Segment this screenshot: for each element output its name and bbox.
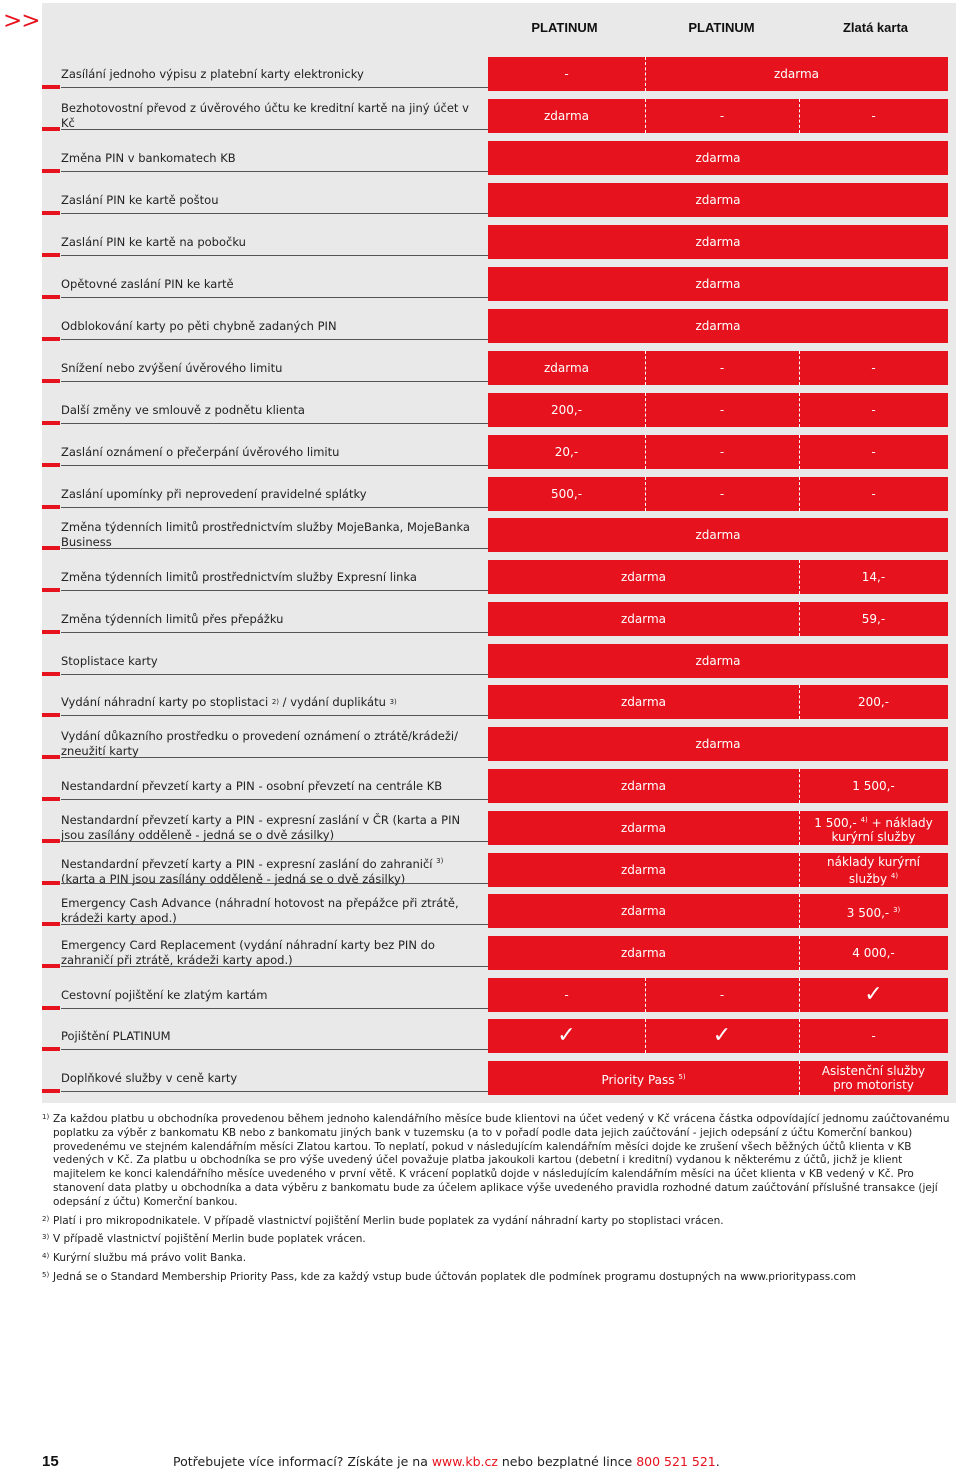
table-row <box>42 99 952 133</box>
label-text: Nestandardní převzetí karty a PIN - expresní zaslání do zahraničí <box>61 856 433 871</box>
value-cell: zdarma <box>695 277 741 291</box>
value-cell: zdarma <box>620 904 667 918</box>
row-marker <box>42 546 60 550</box>
value-cell: zdarma <box>695 193 741 207</box>
row-label: Zasílání jednoho výpisu z platební karty elektronicky <box>61 66 364 81</box>
row-marker <box>42 713 60 717</box>
nav-arrows[interactable]: >> <box>3 8 40 34</box>
row-rule <box>61 171 489 172</box>
row-marker <box>42 630 60 634</box>
table-row <box>42 936 952 970</box>
footnote-ref: 5) <box>678 1072 686 1081</box>
footnote <box>42 1252 952 1266</box>
row-values <box>488 1019 948 1053</box>
row-label: Cestovní pojištění ke zlatým kartám <box>61 987 268 1002</box>
footnote <box>42 1113 952 1210</box>
value-text: + náklady kurýrní služby <box>831 815 933 844</box>
footnote-ref: 2) <box>271 697 280 706</box>
row-rule <box>61 924 489 925</box>
phone-number[interactable]: 800 521 521 <box>636 1454 716 1469</box>
value-cell: - <box>564 67 569 81</box>
value-cell: 59,- <box>861 612 886 626</box>
row-values <box>488 853 948 887</box>
row-rule <box>61 715 489 716</box>
row-marker <box>42 169 60 173</box>
row-label: Zaslání PIN ke kartě na pobočku <box>61 234 246 249</box>
row-rule <box>61 339 489 340</box>
row-values <box>488 183 948 217</box>
value-cell <box>799 894 948 928</box>
row-values <box>488 393 948 427</box>
footnote-text: Kurýrní službu má právo volit Banka. <box>53 1252 247 1265</box>
row-values <box>488 560 948 594</box>
footnote-text: V případě vlastnictví pojištění Merlin bude poplatek vrácen. <box>53 1233 366 1246</box>
footnote-ref: 3) <box>893 905 901 914</box>
label-text: / vydání duplikátu <box>279 694 390 709</box>
value-cell: zdarma <box>773 67 820 81</box>
value-cell: 1 500,- <box>852 779 895 793</box>
value-cell: zdarma <box>620 863 667 877</box>
table-header <box>488 20 948 40</box>
row-values <box>488 727 948 761</box>
row-label: Doplňkové služby v ceně karty <box>61 1070 238 1085</box>
row-marker <box>42 588 60 592</box>
row-label: Zaslání PIN ke kartě poštou <box>61 192 219 207</box>
footnote-ref: 4) <box>860 815 868 824</box>
footnote-ref: 4) <box>890 871 899 880</box>
row-values <box>488 811 948 845</box>
row-marker <box>42 922 60 926</box>
footnote-number: 2) <box>42 1214 50 1223</box>
checkmark-icon: ✓ <box>557 1023 576 1048</box>
row-label: Emergency Card Replacement (vydání náhradní karty bez PIN do zahraničí při ztrátě, krádeži karty apod.) <box>61 938 435 967</box>
row-label <box>61 853 481 887</box>
footnote-text: Platí i pro mikropodnikatele. V případě vlastnictví pojištění Merlin bude poplatek za vydání náhradní karty po stoplistaci vrácen. <box>53 1214 724 1227</box>
row-rule <box>61 507 489 508</box>
row-values <box>488 351 948 385</box>
value-text: 3 500,- <box>846 905 894 920</box>
table-row <box>42 351 952 385</box>
row-marker <box>42 211 60 215</box>
value-cell: 20,- <box>554 445 579 459</box>
header-platinum-1: PLATINUM <box>531 20 598 35</box>
row-rule <box>61 799 489 800</box>
row-rule <box>61 632 489 633</box>
table-row <box>42 309 952 343</box>
contact-text: Potřebujete více informací? Získáte je na <box>173 1454 432 1469</box>
contact-text: nebo bezplatné lince <box>497 1454 637 1469</box>
row-values <box>488 894 948 928</box>
value-cell: 200,- <box>857 695 890 709</box>
value-cell: - <box>719 487 725 501</box>
value-text: 1 500,- <box>814 815 861 830</box>
footnote-number: 5) <box>42 1270 50 1279</box>
row-label: Zaslání oznámení o přečerpání úvěrového limitu <box>61 444 340 459</box>
row-values <box>488 141 948 175</box>
row-marker <box>42 505 60 509</box>
row-marker <box>42 797 60 801</box>
label-text: Vydání náhradní karty po stoplistaci <box>61 694 269 709</box>
table-row <box>42 518 952 552</box>
footnote-ref: 3) <box>436 856 444 865</box>
row-marker <box>42 421 60 425</box>
row-values <box>488 602 948 636</box>
row-marker <box>42 672 60 676</box>
row-label: Další změny ve smlouvě z podnětu klienta <box>61 402 305 417</box>
table-row <box>42 477 952 511</box>
row-marker <box>42 379 60 383</box>
row-rule <box>61 883 489 884</box>
row-rule <box>61 213 489 214</box>
footnote-ref: 3) <box>389 697 397 706</box>
value-cell: - <box>871 361 876 375</box>
value-cell: zdarma <box>695 528 741 542</box>
row-label: Změna týdenních limitů prostřednictvím služby Expresní linka <box>61 569 417 584</box>
table-row <box>42 225 952 259</box>
row-values <box>488 978 948 1012</box>
row-rule <box>61 1049 489 1050</box>
page-number: 15 <box>42 1453 59 1470</box>
row-rule <box>61 590 489 591</box>
footnote <box>42 1215 952 1229</box>
value-cell: - <box>564 988 569 1002</box>
value-cell: - <box>871 445 876 459</box>
table-row <box>42 769 952 803</box>
row-label: Nestandardní převzetí karty a PIN - expresní zaslání v ČR (karta a PIN jsou zasílány odděleně - jedná se o dvě zásilky) <box>61 813 461 842</box>
row-values <box>488 518 948 552</box>
row-values <box>488 57 948 91</box>
row-rule <box>61 1091 489 1092</box>
row-marker <box>42 127 60 131</box>
table-row <box>42 393 952 427</box>
footnote-number: 1) <box>42 1113 50 1121</box>
row-values <box>488 435 948 469</box>
table-row <box>42 141 952 175</box>
row-marker <box>42 755 60 759</box>
row-rule <box>61 129 489 130</box>
value-cell: zdarma <box>620 779 667 793</box>
header-platinum-2: PLATINUM <box>688 20 755 35</box>
header-gold-card: Zlatá karta <box>842 20 909 35</box>
row-marker <box>42 463 60 467</box>
row-label: Snížení nebo zvýšení úvěrového limitu <box>61 360 283 375</box>
table-row <box>42 57 952 91</box>
row-marker <box>42 881 60 885</box>
row-label <box>61 685 481 719</box>
row-rule <box>61 255 489 256</box>
value-cell <box>799 811 948 845</box>
table-row <box>42 727 952 761</box>
row-label: Pojištění PLATINUM <box>61 1028 171 1043</box>
footnote-text: Jedná se o Standard Membership Priority Pass, kde za každý vstup bude účtován poplatek dle podmínek programu dostupných na www.prioritypass.com <box>53 1270 856 1283</box>
value-cell: 200,- <box>550 403 583 417</box>
row-marker <box>42 1047 60 1051</box>
value-cell: zdarma <box>620 821 667 835</box>
row-marker <box>42 839 60 843</box>
value-cell: zdarma <box>695 654 741 668</box>
website-link[interactable]: www.kb.cz <box>431 1454 498 1469</box>
row-rule <box>61 757 489 758</box>
table-row <box>42 602 952 636</box>
row-values <box>488 685 948 719</box>
value-cell: zdarma <box>620 946 667 960</box>
value-cell: - <box>871 403 876 417</box>
value-cell: zdarma <box>695 151 741 165</box>
value-cell: - <box>719 361 725 375</box>
row-marker <box>42 964 60 968</box>
row-rule <box>61 548 489 549</box>
row-label: Změna PIN v bankomatech KB <box>61 150 236 165</box>
table-row <box>42 811 952 845</box>
table-row <box>42 560 952 594</box>
row-label: Emergency Cash Advance (náhradní hotovost na přepážce při ztrátě, krádeži karty apod.) <box>61 896 459 925</box>
footnote <box>42 1271 952 1285</box>
checkmark-icon: ✓ <box>864 982 883 1007</box>
value-cell: zdarma <box>620 570 667 584</box>
value-cell: - <box>871 1029 876 1043</box>
value-cell: 500,- <box>550 487 583 501</box>
row-label: Změna týdenních limitů prostřednictvím služby MojeBanka, MojeBanka Business <box>61 520 470 549</box>
value-cell: zdarma <box>620 612 667 626</box>
value-text: náklady kurýrní služby <box>827 854 924 886</box>
value-cell <box>488 1061 799 1095</box>
value-cell: - <box>719 403 725 417</box>
value-cell: zdarma <box>620 695 667 709</box>
row-marker <box>42 1089 60 1093</box>
table-row <box>42 853 952 887</box>
label-text: (karta a PIN jsou zasílány odděleně - jedná se o dvě zásilky) <box>61 871 406 886</box>
value-text: Priority Pass <box>601 1072 679 1087</box>
table-row <box>42 435 952 469</box>
row-values <box>488 644 948 678</box>
row-values <box>488 267 948 301</box>
footnotes <box>42 1113 952 1290</box>
value-cell: zdarma <box>543 361 590 375</box>
contact-text: . <box>715 1454 720 1469</box>
value-cell: zdarma <box>695 737 741 751</box>
table-row <box>42 644 952 678</box>
row-label: Stoplistace karty <box>61 653 158 668</box>
row-rule <box>61 381 489 382</box>
row-values <box>488 99 948 133</box>
value-cell: - <box>871 487 876 501</box>
row-label: Vydání důkazního prostředku o provedení oznámení o ztrátě/krádeži/ zneužití karty <box>61 729 458 758</box>
footnote-number: 4) <box>42 1252 50 1261</box>
value-cell: zdarma <box>543 109 590 123</box>
row-rule <box>61 966 489 967</box>
row-marker <box>42 85 60 89</box>
row-marker <box>42 253 60 257</box>
table-row <box>42 978 952 1012</box>
row-label: Odblokování karty po pěti chybně zadaných PIN <box>61 318 337 333</box>
row-values <box>488 1061 948 1095</box>
value-cell: Asistenční služby pro motoristy <box>821 1064 926 1092</box>
row-rule <box>61 465 489 466</box>
checkmark-icon: ✓ <box>712 1023 732 1048</box>
table-row <box>42 894 952 928</box>
footnote-number: 3) <box>42 1233 50 1242</box>
row-rule <box>61 87 489 88</box>
row-rule <box>61 841 489 842</box>
value-cell: 4 000,- <box>852 946 895 960</box>
row-label: Opětovné zaslání PIN ke kartě <box>61 276 234 291</box>
table-row <box>42 685 952 719</box>
value-cell: 14,- <box>861 570 886 584</box>
row-label: Zaslání upomínky při neprovedení pravidelné splátky <box>61 486 367 501</box>
row-marker <box>42 337 60 341</box>
value-cell <box>799 853 948 887</box>
row-values <box>488 225 948 259</box>
value-cell: zdarma <box>695 319 741 333</box>
table-row <box>42 267 952 301</box>
footnote-text: Za každou platbu u obchodníka provedenou během jednoho kalendářního měsíce bude klientovi na účet vedený v Kč vrácena částka odpovídající jednomu zaúčtovanému poplatku za výběr z bankomatu KB nebo z bankomatu jiných bank v tuzemsku (a to v pořadí podle data jejich zaúčtování - jejich odepsání z účtu Komerční bankou) provedenému ve stejném kalendářním měsíci Zlatou kartou. To neplatí, pokud v následujícím kalendářním měsíci dojde ke zrušení všech běžných účtů klienta v KB vedených v Kč. Za platbu u obchodníka se pro výše uvedený účel považuje platba jakoukoli kartou (debetní i kreditní) vydanou k některému z účtů, jichž je klient majitelem ke konci kalendářního měsíce uvedeného v první větě. K vrácení poplatků dojde v následujícím kalendářním měsíci na účet klienta v KB vedený v Kč. Pro stanovení data platby u obchodníka a data výběru z bankomatu bude za účelem aplikace výše uvedeného pravidla rozhodné datum zaúčtování příslušné transakce (její odepsání z účtu) Komerční bankou. <box>53 1113 950 1208</box>
table-row <box>42 183 952 217</box>
value-cell: - <box>719 988 725 1002</box>
value-cell: - <box>719 445 725 459</box>
row-values <box>488 936 948 970</box>
row-rule <box>61 297 489 298</box>
row-rule <box>61 674 489 675</box>
row-label: Změna týdenních limitů přes přepážku <box>61 611 284 626</box>
table-row <box>42 1061 952 1095</box>
row-label: Bezhotovostní převod z úvěrového účtu ke kreditní kartě na jiný účet v Kč <box>61 101 469 130</box>
footnote <box>42 1233 952 1247</box>
row-label: Nestandardní převzetí karty a PIN - osobní převzetí na centrále KB <box>61 778 443 793</box>
row-rule <box>61 423 489 424</box>
row-marker <box>42 1006 60 1010</box>
row-rule <box>61 1008 489 1009</box>
row-values <box>488 769 948 803</box>
row-marker <box>42 295 60 299</box>
table-row <box>42 1019 952 1053</box>
contact-line <box>173 1454 720 1469</box>
value-cell: zdarma <box>695 235 741 249</box>
row-values <box>488 309 948 343</box>
value-cell: - <box>871 109 876 123</box>
value-cell: - <box>719 109 725 123</box>
row-values <box>488 477 948 511</box>
